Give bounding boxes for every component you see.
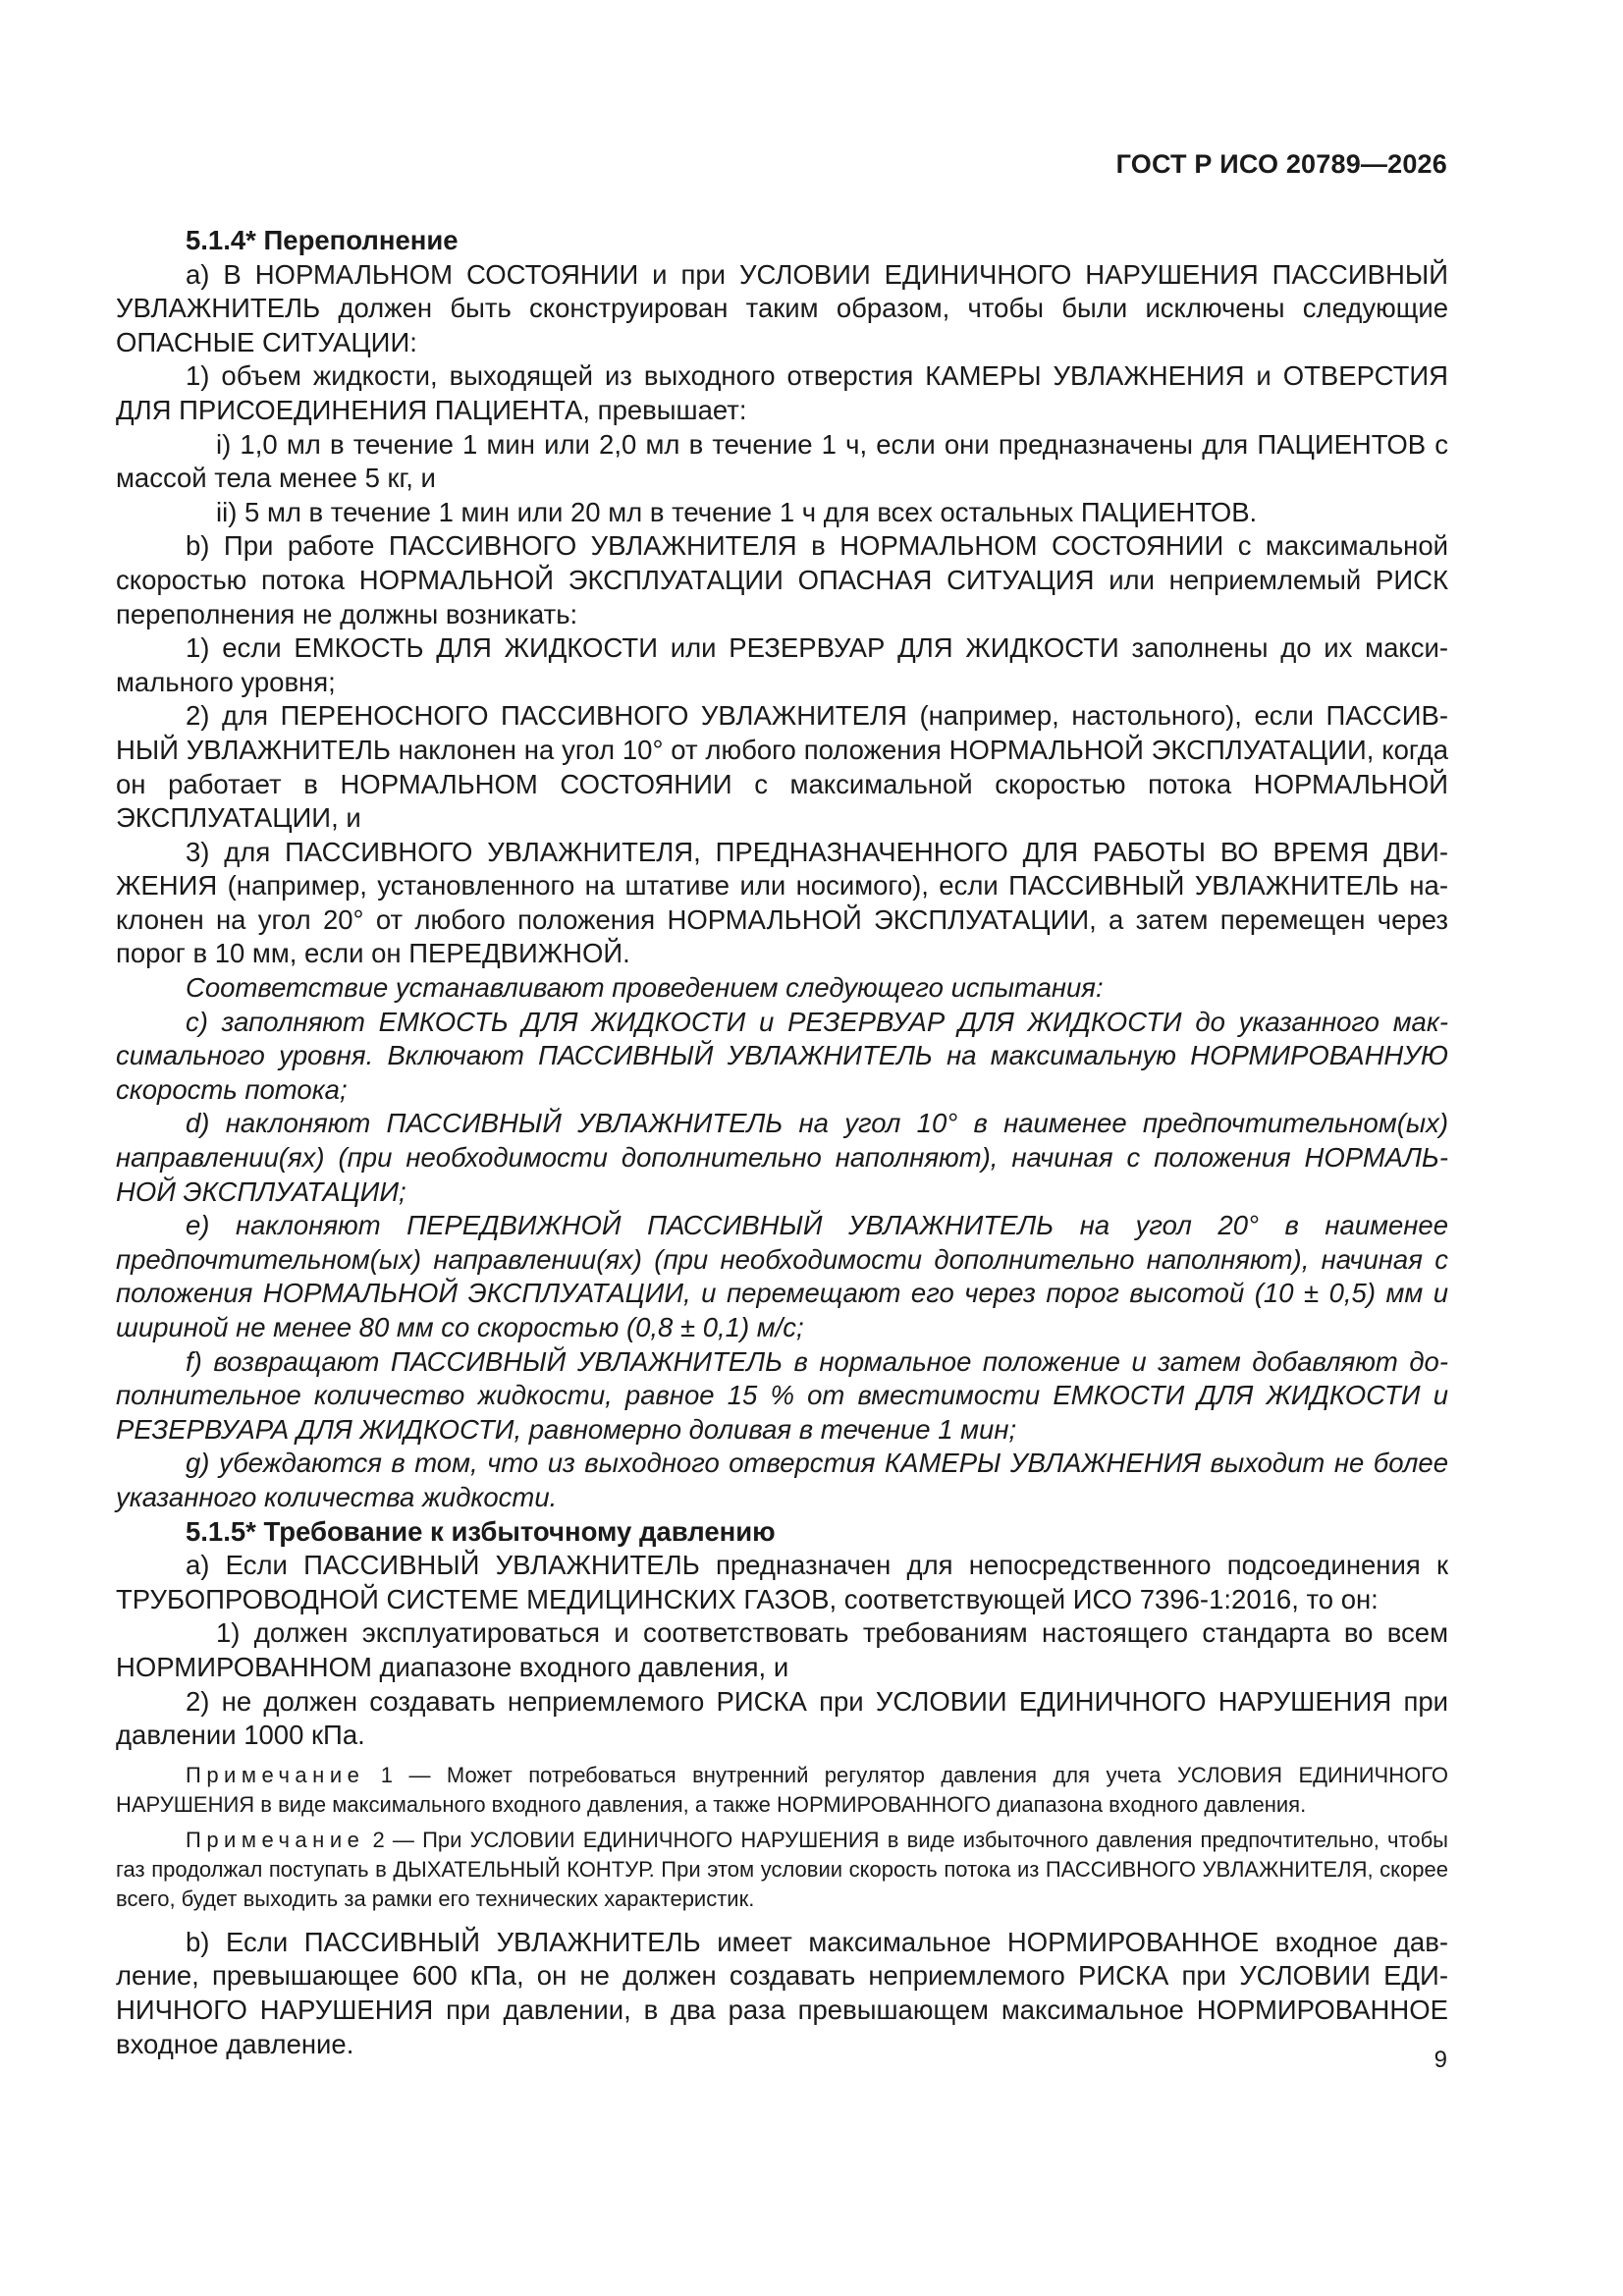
standard-designation: ГОСТ Р ИСО 20789—2026 (1115, 149, 1447, 179)
page-content (116, 224, 1448, 2061)
test-intro: Соответствие устанавливают проведением следующего испытания: (186, 972, 1104, 1004)
note-2-label: Примечание (186, 1827, 365, 1852)
note-2 (116, 1826, 1448, 1914)
section-5-1-5-item-a: a) Если ПАССИВНЫЙ УВЛАЖНИТЕЛЬ предназначен для непосредственного подсоединения к ТРУБОПРОВОДНОЙ СИСТЕМЕ МЕДИЦИНСКИХ ГАЗОВ, соответствующей ИСО 7396-1:2016, то он: (116, 1550, 1448, 1614)
section-5-1-5-item-b: b) Если ПАССИВНЫЙ УВЛАЖНИТЕЛЬ имеет максимальное НОРМИРОВАННОЕ входное давление, превышающее 600 кПа, он не должен создавать неприемлемого РИСКА при УСЛОВИИ ЕДИНИЧНОГО НАРУШЕНИЯ при давлении, в два раза превышающем максимальное НОРМИРОВАННОЕ входное давление. (116, 1926, 1448, 2059)
section-5-1-5-item-a2: 2) не должен создавать неприемлемого РИСКА при УСЛОВИИ ЕДИНИЧНОГО НАРУШЕНИЯ при давлении 1000 кПа. (116, 1685, 1448, 1751)
section-5-1-5-item-a1: 1) должен эксплуатироваться и соответствовать требованиям настоящего стандарта во всем НОРМИРОВАННОМ диапазоне входного давления, и (116, 1617, 1448, 1682)
page-number: 9 (1434, 2047, 1447, 2073)
section-5-1-4-item-b2: 2) для ПЕРЕНОСНОГО ПАССИВНОГО УВЛАЖНИТЕЛЯ (например, настольного), если ПАССИВНЫЙ УВЛАЖНИТЕЛЬ наклонен на угол 10° от любого положения НОРМАЛЬНОЙ ЭКСПЛУАТАЦИИ, когда он работает в НОРМАЛЬНОМ СОСТОЯНИИ с максимальной скоростью потока НОРМАЛЬНОЙ ЭКСПЛУАТАЦИИ, и (116, 700, 1448, 834)
test-step-c: c) заполняют ЕМКОСТЬ ДЛЯ ЖИДКОСТИ и РЕЗЕРВУАР ДЛЯ ЖИДКОСТИ до указанного максимального уровня. Включают ПАССИВНЫЙ УВЛАЖНИТЕЛЬ на максимальную НОРМИРОВАННУЮ скорость потока; (116, 1006, 1448, 1105)
section-5-1-5-heading: 5.1.5* Требование к избыточному давлению (186, 1515, 776, 1547)
section-5-1-4-item-b1: 1) если ЕМКОСТЬ ДЛЯ ЖИДКОСТИ или РЕЗЕРВУАР ДЛЯ ЖИДКОСТИ заполнены до их максимального уровня; (116, 632, 1448, 697)
section-5-1-4-item-b3: 3) для ПАССИВНОГО УВЛАЖНИТЕЛЯ, ПРЕДНАЗНАЧЕННОГО ДЛЯ РАБОТЫ ВО ВРЕМЯ ДВИЖЕНИЯ (например, установленного на штативе или носимого), если ПАССИВНЫЙ УВЛАЖНИТЕЛЬ наклонен на угол 20° от любого положения НОРМАЛЬНОЙ ЭКСПЛУАТАЦИИ, а затем перемещен через порог в 10 мм, если он ПЕРЕДВИЖНОЙ. (116, 836, 1448, 969)
test-step-d: d) наклоняют ПАССИВНЫЙ УВЛАЖНИТЕЛЬ на угол 10° в наименее предпочтительном(ых) направлении(ях) (при необходимости дополнительно наполняют), начиная с положения НОРМАЛЬНОЙ ЭКСПЛУАТАЦИИ; (116, 1108, 1448, 1207)
section-5-1-4-item-a1-i: i) 1,0 мл в течение 1 мин или 2,0 мл в течение 1 ч, если они предназначены для ПАЦИЕНТОВ с массой тела менее 5 кг, и (116, 428, 1448, 494)
section-5-1-4-item-a: a) В НОРМАЛЬНОМ СОСТОЯНИИ и при УСЛОВИИ ЕДИНИЧНОГО НАРУШЕНИЯ ПАССИВНЫЙ УВЛАЖНИТЕЛЬ должен быть сконструирован таким образом, чтобы были исключены следующие ОПАСНЫЕ СИТУАЦИИ: (116, 258, 1448, 357)
section-5-1-4-heading: 5.1.4* Переполнение (186, 225, 459, 255)
section-5-1-4-item-a1: 1) объем жидкости, выходящей из выходного отверстия КАМЕРЫ УВЛАЖНЕНИЯ и ОТВЕРСТИЯ ДЛЯ ПРИСОЕДИНЕНИЯ ПАЦИЕНТА, превышает: (116, 360, 1448, 425)
test-step-f: f) возвращают ПАССИВНЫЙ УВЛАЖНИТЕЛЬ в нормальное положение и затем добавляют дополнительное количество жидкости, равное 15 % от вместимости ЕМКОСТИ ДЛЯ ЖИДКОСТИ и РЕЗЕРВУАРА ДЛЯ ЖИДКОСТИ, равномерно доливая в течение 1 мин; (116, 1345, 1448, 1445)
section-5-1-4-item-a1-ii: ii) 5 мл в течение 1 мин или 20 мл в течение 1 ч для всех остальных ПАЦИЕНТОВ. (216, 496, 1258, 527)
test-step-e: e) наклоняют ПЕРЕДВИЖНОЙ ПАССИВНЫЙ УВЛАЖНИТЕЛЬ на угол 20° в наименее предпочтительном(ых) направлении(ях) (при необходимости дополнительно наполняют), начиная с положения НОРМАЛЬНОЙ ЭКСПЛУАТАЦИИ, и перемещают его через порог высотой (10 ± 0,5) мм и шириной не менее 80 мм со скоростью (0,8 ± 0,1) м/с; (116, 1210, 1448, 1342)
note-1-text: 1 — Может потребоваться внутренний регулятор давления для учета УСЛОВИЯ ЕДИНИЧНОГО НАРУШЕНИЯ в виде максимального входного давления, а также НОРМИРОВАННОГО диапазона входного давления. (116, 1762, 1448, 1817)
section-5-1-4-item-b: b) При работе ПАССИВНОГО УВЛАЖНИТЕЛЯ в НОРМАЛЬНОМ СОСТОЯНИИ с максимальной скоростью потока НОРМАЛЬНОЙ ЭКСПЛУАТАЦИИ ОПАСНАЯ СИТУАЦИЯ или неприемлемый РИСК переполнения не должны возникать: (116, 530, 1448, 629)
note-1 (116, 1761, 1448, 1820)
note-2-text: 2 — При УСЛОВИИ ЕДИНИЧНОГО НАРУШЕНИЯ в виде избыточного давления предпочтительно, чтобы газ продолжал поступать в ДЫХАТЕЛЬНЫЙ КОНТУР. При этом условии скорость потока из ПАССИВНОГО УВЛАЖНИТЕЛЯ, скорее всего, будет выходить за рамки его технических характеристик. (116, 1827, 1448, 1911)
note-1-label: Примечание (186, 1762, 365, 1787)
test-step-g: g) убеждаются в том, что из выходного отверстия КАМЕРЫ УВЛАЖНЕНИЯ выходит не более указанного количества жидкости. (116, 1448, 1448, 1512)
